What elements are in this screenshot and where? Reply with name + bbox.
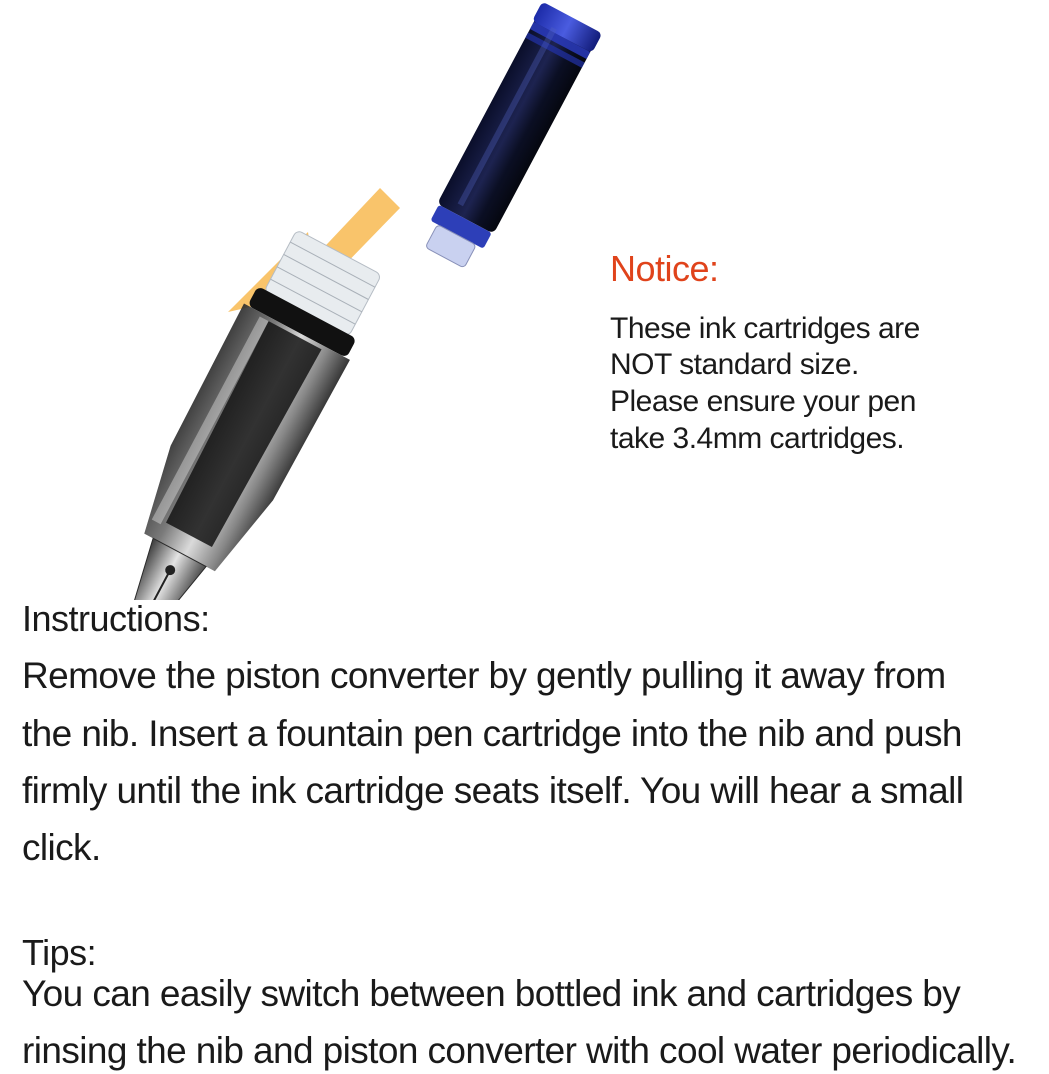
tips-line: rinsing the nib and piston converter with cool water periodically. [22,1030,1017,1071]
fountain-pen [66,224,393,600]
notice-line: Please ensure your pen [610,385,916,418]
tips-heading: Tips: [22,932,97,973]
notice-line: NOT standard size. [610,348,859,381]
tips-line: You can easily switch between bottled ink and cartridges by [22,973,961,1014]
notice-line: take 3.4mm cartridges. [610,422,905,455]
instructions-line: Remove the piston converter by gently pulling it away from [22,655,946,696]
notice-title: Notice: [610,248,719,289]
instructions-line: firmly until the ink cartridge seats itself. You will hear a small [22,770,964,811]
ink-cartridge [415,2,603,274]
notice-line: These ink cartridges are [610,312,920,345]
instructions-line: click. [22,827,101,868]
instructions-line: the nib. Insert a fountain pen cartridge into the nib and push [22,713,962,754]
instructions-heading: Instructions: [22,598,210,639]
